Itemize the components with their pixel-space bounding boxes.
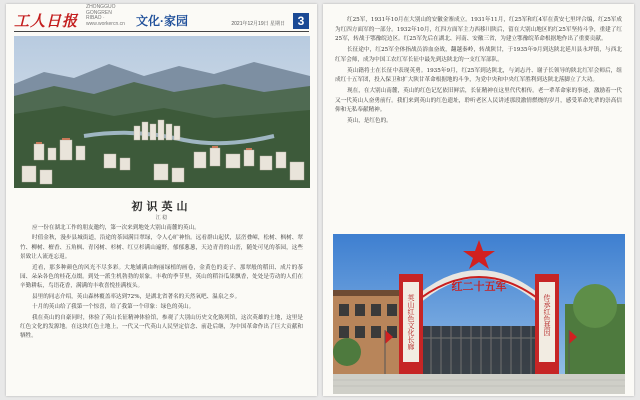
right-article-body (335, 16, 622, 128)
paragraph: 时值金秋，漫步县城街道，沿途的茶园满目翠绿，令人心旷神怡。远看群山起伏，层峦叠嶂，松树、枫树、翠竹、柳树、檀香、五角枫、青冈树、杉树、红豆杉满山遍野，郁郁葱葱，天边青青的山峦，随处可见的茶园，这些景致让人流连忘返。 (20, 235, 303, 261)
paragraph: 十月的英山给了我第一个惊喜，给了我第一个印象：绿色的英山。 (32, 304, 195, 311)
right-page (323, 4, 634, 396)
newspaper-logo: 工人日报 (14, 12, 79, 30)
memorial-gate-photo (333, 234, 625, 394)
left-article-body (20, 224, 303, 343)
gate-left-pillar-text: 英山红色文化长廊 (407, 294, 415, 350)
paragraph: 近看，那多种颜色的风光不尽多彩。大地铺满由绚丽绿植的画卷，金黄色的麦子、那翠般的稻田、成片的茶园、朵朵各色的桂花点缀。到处一派生机勃勃的景象。丰收的季节里，英山的稻谷瓜果飘香，处处是劳动的人们在辛勤耕耘，鸟语花香，满满的丰收喜悦挂满枝头。 (20, 264, 303, 290)
masthead (14, 4, 309, 32)
article-title: 初识英山 (131, 200, 192, 213)
section-title: 文化·家园 (136, 14, 189, 28)
memorial-gate-image (333, 234, 625, 394)
article-byline: 江 稳 (155, 215, 168, 221)
gate-arch-title: 红二十五军 (451, 280, 507, 293)
paragraph: 英山籍将士在长征中表现英勇。1935年9月，红25军到达陕北，与刘志丹、谢子长领导的陕北红军会师后，组成红十五军团，投入保卫和扩大陕甘革命根据地的斗争，为党中央和中央红军胜利到达陕北落脚立了大功。 (335, 67, 622, 84)
gate-right-pillar-text: 传承红色基因 (543, 294, 551, 336)
town-landscape-image (14, 36, 310, 188)
paragraph: 县里的同志介绍，英山森林覆盖率达到72%，是湖北省著名的天然氧吧、温泉之乡。 (32, 293, 241, 300)
landscape-photo (14, 36, 310, 188)
left-page (6, 4, 317, 396)
page-number-badge: 3 (293, 13, 309, 29)
issue-date: 2021年12月19日 星期日 (231, 21, 285, 27)
paragraph: 我在英山的自豪同时，体验了英山长征精神体验馆，参观了大别山历史文化陈列馆，这次英雄的土地，这里是红色文化的发源地。在这块红色土地上，一代又一代英山人民坚定信念、前赴后继，为中国革命作出了巨大贡献和牺牲。 (20, 314, 303, 340)
paragraph: 英山，是红色的。 (347, 118, 392, 125)
paragraph: 红25军，1931年10月在大别山的安徽金寨成立。1931年11月，红25军和红4军在黄安七里坪合编，红25军成为红四方面军的一部分。1932年10月，红四方面军主力西移川陕后，留在大别山地区的红25军坚持斗争，重建了红25军，转战于鄂豫皖边区。红25军先后在湖北、河南、安徽三省，为建立鄂豫皖革命根据地作出了重要贡献。 (335, 17, 622, 43)
paragraph: 现在，在大别山南麓，英山的红色记忆依旧鲜活，长征精神在这里代代相传。老一辈革命家的事迹，激励着一代又一代英山人奋勇前行。我们来到英山的红色遗址，聆听老区人民讲述那段激情燃烧的岁月，感受革命先辈的崇高信仰和无私奉献精神。 (335, 87, 622, 114)
logo-subtitle: ZHONGGUO GONGREN RIBAO · www.workercn.cn (86, 4, 125, 27)
paragraph: 长征途中，红25军全体指战员浴血奋战，翻越秦岭，转战陕甘，于1935年9月到达陕北延川县永坪镇，与西北红军会师，成为中国工农红军长征中最先到达陕北的一支红军部队。 (335, 47, 622, 63)
paragraph: 应一份在湖北工作的朋友邀约，第一次来到地处大别山南麓的英山。 (32, 225, 200, 231)
